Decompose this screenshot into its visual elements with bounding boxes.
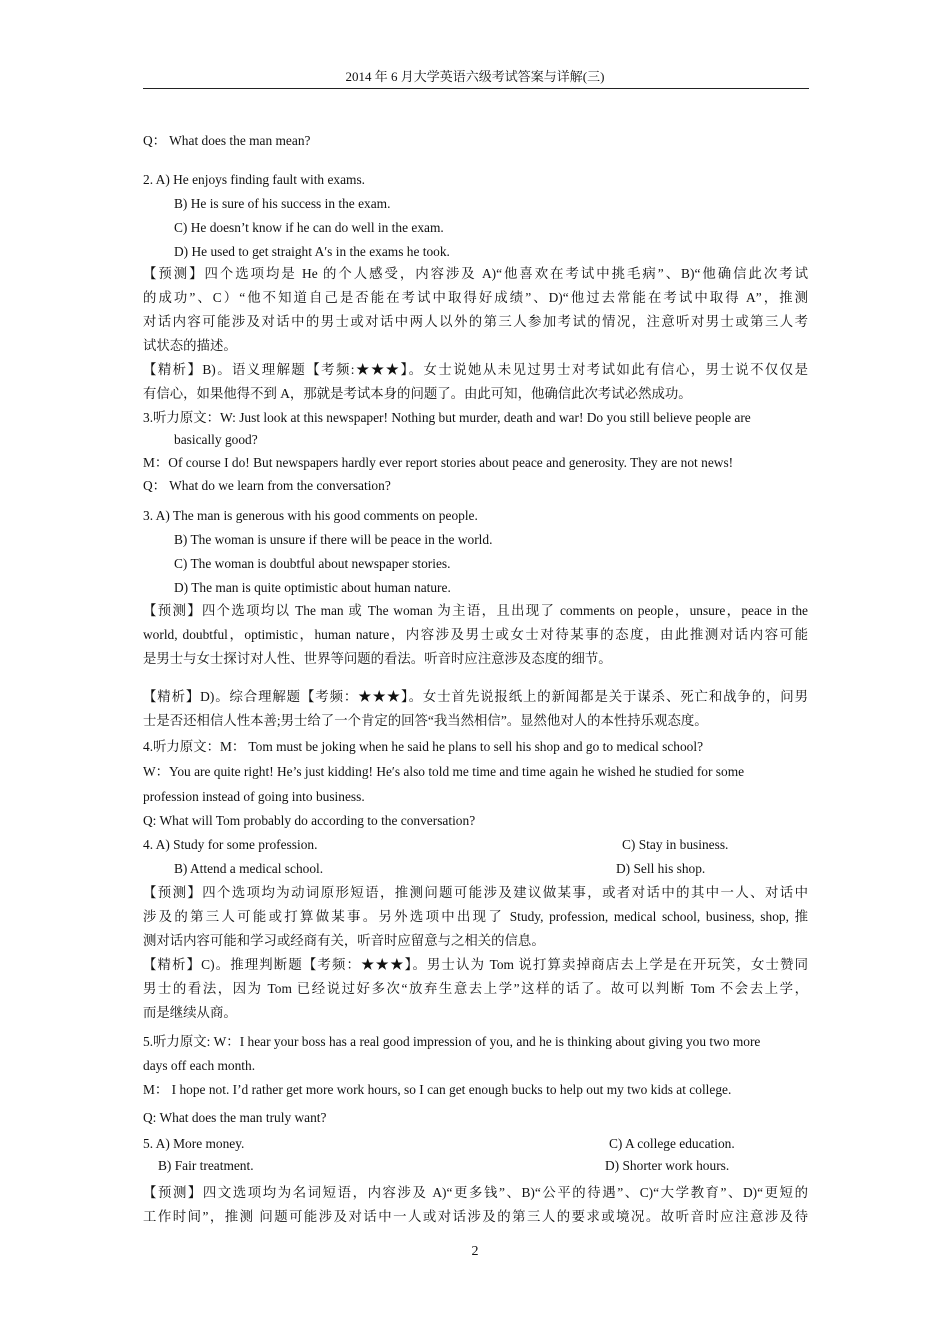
q2-analysis-line: 【精析】B)。语义理解题【考频:★★★】。女士说她从未见过男士对考试如此有信心，男士说不仅仅是 — [143, 362, 808, 377]
q3-option-d: D) The man is quite optimistic about human nature. — [174, 580, 451, 595]
q3-transcript-woman-cont: basically good? — [174, 432, 258, 447]
q2-option-d: D) He used to get straight A′s in the exams he took. — [174, 244, 450, 259]
q3-transcript-woman: 3.听力原文：W: Just look at this newspaper! Nothing but murder, death and war! Do you still believe people are — [143, 410, 751, 425]
q2-predict-line: 对话内容可能涉及对话中的男士或对话中两人以外的第三人参加考试的情况，注意听对男士或第三人考 — [143, 314, 808, 329]
q3-option-c: C) The woman is doubtful about newspaper stories. — [174, 556, 451, 571]
q2-predict-line: 的成功”、C）“他不知道自己是否能在考试中取得好成绩”、D)“他过去常能在考试中取得 A”，推测 — [143, 290, 808, 305]
q4-analysis-line: 男士的看法，因为 Tom 已经说过好多次“放弃生意去上学”这样的话了。故可以判断 Tom 不会去上学， — [143, 981, 808, 996]
q4-transcript-woman: W：You are quite right! He’s just kidding! He′s also told me time and time again he wished he studied for some — [143, 764, 745, 779]
q4-option-a: 4. A) Study for some profession. — [143, 837, 318, 852]
q4-analysis-line: 【精析】C)。推理判断题【考频：★★★】。男士认为 Tom 说打算卖掉商店去上学是在开玩笑，女士赞同 — [143, 957, 808, 972]
q5-option-d: D) Shorter work hours. — [605, 1158, 730, 1173]
q4-analysis-line: 而是继续从商。 — [143, 1005, 237, 1020]
q3-transcript-man: M：Of course I do! But newspapers hardly ever report stories about peace and generosity. They are not news! — [143, 455, 734, 470]
q4-option-d: D) Sell his shop. — [616, 861, 706, 876]
q5-option-b: B) Fair treatment. — [158, 1158, 254, 1173]
q2-option-b: B) He is sure of his success in the exam. — [174, 196, 391, 211]
q1-question: Q： What does the man mean? — [143, 133, 311, 148]
page-number: 2 — [471, 1244, 479, 1259]
q4-transcript-man: 4.听力原文：M： Tom must be joking when he said he plans to sell his shop and go to medical school? — [143, 739, 704, 754]
q4-predict-line: 测对话内容可能和学习或经商有关，听音时应留意与之相关的信息。 — [143, 933, 545, 948]
q5-predict-line: 【预测】四文选项均为名词短语，内容涉及 A)“更多钱”、B)“公平的待遇”、C)“大学教育”、D)“更短的 — [143, 1185, 808, 1200]
q5-predict-line: 工作时间”，推测 问题可能涉及对话中一人或对话涉及的第三人的要求或境况。故听音时应注意涉及待 — [143, 1209, 808, 1224]
q5-question: Q: What does the man truly want? — [143, 1110, 327, 1125]
q2-option-c: C) He doesn’t know if he can do well in the exam. — [174, 220, 444, 235]
q5-option-a: 5. A) More money. — [143, 1136, 245, 1151]
q3-option-a: 3. A) The man is generous with his good comments on people. — [143, 508, 478, 523]
q2-predict-line: 【预测】四个选项均是 He 的个人感受，内容涉及 A)“他喜欢在考试中挑毛病”、B)“他确信此次考试 — [143, 266, 808, 281]
q2-option-a: 2. A) He enjoys finding fault with exams. — [143, 172, 366, 187]
q4-predict-line: 涉及的第三人可能或打算做某事。另外选项中出现了 Study, profession, medical school, business, shop, 推 — [143, 909, 808, 924]
q4-option-b: B) Attend a medical school. — [174, 861, 324, 876]
q5-transcript-woman-cont: days off each month. — [143, 1058, 256, 1073]
q5-transcript-woman: 5.听力原文: W：I hear your boss has a real good impression of you, and he is thinking about giving you two more — [143, 1034, 761, 1049]
q4-predict-line: 【预测】四个选项均为动词原形短语，推测问题可能涉及建议做某事，或者对话中的其中一人、对话中 — [143, 885, 808, 900]
q3-predict-line: world, doubtful，optimistic，human nature，内容涉及男士或女士对待某事的态度，由此推测对话内容可能 — [143, 627, 808, 642]
q4-option-c: C) Stay in business. — [622, 837, 729, 852]
q3-predict-line: 【预测】四个选项均以 The man 或 The woman 为主语，且出现了 comments on people，unsure，peace in the — [143, 603, 808, 618]
header-divider — [143, 88, 809, 89]
q3-option-b: B) The woman is unsure if there will be peace in the world. — [174, 532, 493, 547]
q3-question: Q： What do we learn from the conversation? — [143, 478, 391, 493]
q3-analysis-line: 【精析】D)。综合理解题【考频：★★★】。女士首先说报纸上的新闻都是关于谋杀、死亡和战争的，问男 — [143, 689, 808, 704]
q3-analysis-line: 士是否还相信人性本善;男士给了一个肯定的回答“我当然相信”。显然他对人的本性持乐观态度。 — [143, 713, 708, 728]
q4-question: Q: What will Tom probably do according to the conversation? — [143, 813, 476, 828]
q2-predict-line: 试状态的描述。 — [143, 338, 237, 353]
q4-transcript-woman-cont: profession instead of going into business. — [143, 789, 365, 804]
page-header: 2014 年 6 月大学英语六级考试答案与详解(三) — [345, 69, 605, 84]
q2-analysis-line: 有信心，如果他得不到 A，那就是考试本身的问题了。由此可知，他确信此次考试必然成功。 — [143, 386, 692, 401]
q5-transcript-man: M： I hope not. I’d rather get more work hours, so I can get enough bucks to help out my two kids at college. — [143, 1082, 732, 1097]
q5-option-c: C) A college education. — [609, 1136, 735, 1151]
q3-predict-line: 是男士与女士探讨对人性、世界等问题的看法。听音时应注意涉及态度的细节。 — [143, 651, 612, 666]
